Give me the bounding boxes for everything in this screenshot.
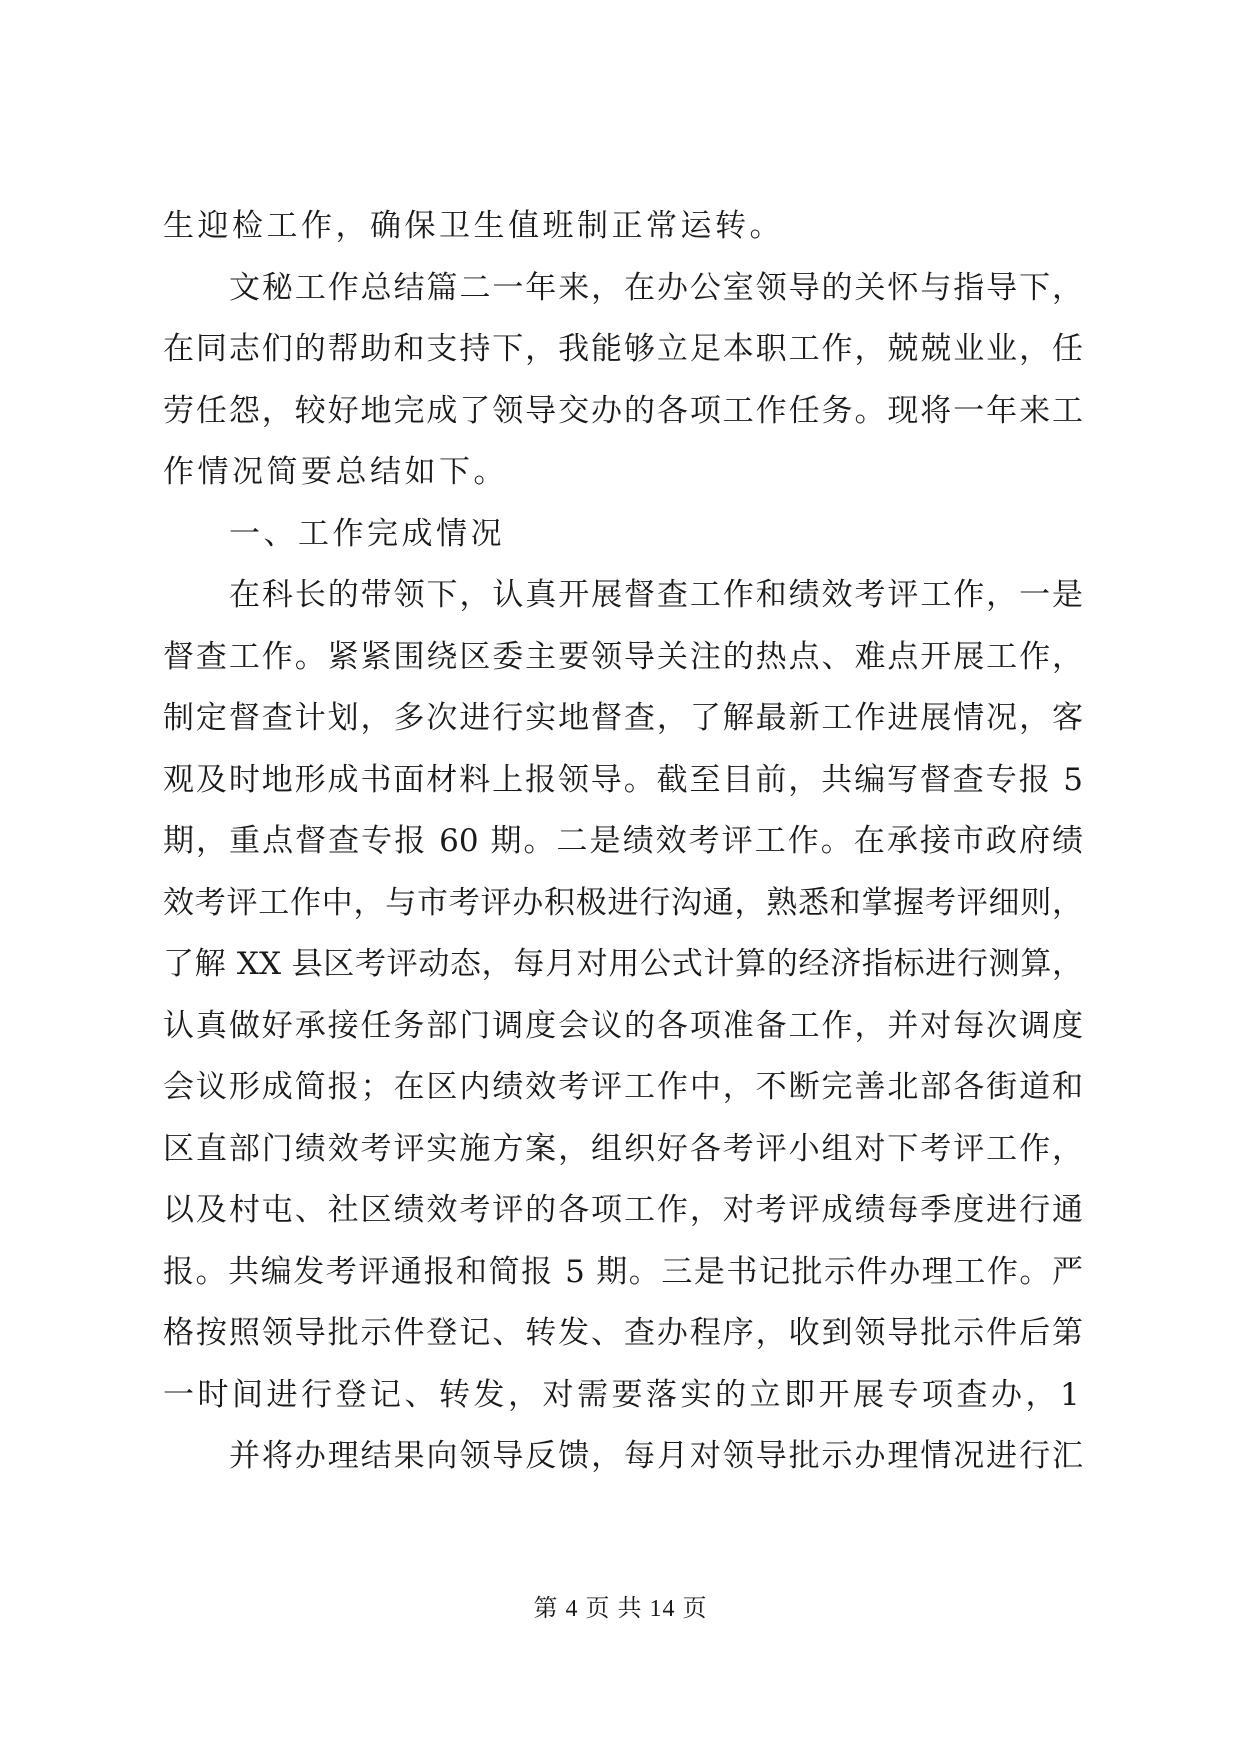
text-line: 一时间进行登记、转发，对需要落实的立即开展专项查办，1 [163, 1376, 1084, 1413]
text-line: 会议形成简报；在区内绩效考评工作中，不断完善北部各街道和 [163, 1069, 1083, 1105]
text-line: 以及村屯、社区绩效考评的各项工作，对考评成绩每季度进行通 [163, 1192, 1083, 1228]
text-line: 生迎检工作，确保卫生值班制正常运转。 [163, 208, 784, 244]
text-line: 督查工作。紧紧围绕区委主要领导关注的热点、难点开展工作， [163, 638, 1083, 675]
page-number-footer: 第 4 页 共 14 页 [533, 1596, 708, 1622]
section-heading: 一、工作完成情况 [229, 515, 505, 552]
text-line: 认真做好承接任务部门调度会议的各项准备工作，并对每次调度 [163, 1007, 1083, 1044]
text-line: 格按照领导批示件登记、转发、查办程序，收到领导批示件后第 [163, 1315, 1083, 1351]
text-line: 作情况简要总结如下。 [163, 454, 508, 490]
text-line: 报。共编发考评通报和简报 5 期。三是书记批示件办理工作。严 [163, 1253, 1083, 1290]
text-line: 文秘工作总结篇二一年来，在办公室领导的关怀与指导下， [229, 269, 1083, 306]
text-line: 并将办理结果向领导反馈，每月对领导批示办理情况进行汇 [229, 1438, 1083, 1474]
text-line: 观及时地形成书面材料上报领导。截至目前，共编写督查专报 5 [163, 761, 1083, 798]
text-line: 效考评工作中，与市考评办积极进行沟通，熟悉和掌握考评细则， [163, 884, 1083, 921]
text-line: 在科长的带领下，认真开展督查工作和绩效考评工作，一是 [229, 577, 1083, 613]
text-line: 区直部门绩效考评实施方案，组织好各考评小组对下考评工作， [163, 1130, 1083, 1167]
document-body [163, 196, 1083, 1488]
text-line: 制定督查计划，多次进行实地督查，了解最新工作进展情况，客 [163, 700, 1083, 736]
text-line: 了解 XX 县区考评动态，每月对用公式计算的经济指标进行测算， [163, 946, 1083, 982]
text-line: 在同志们的帮助和支持下，我能够立足本职工作，兢兢业业，任 [163, 331, 1083, 367]
text-line: 期，重点督查专报 60 期。二是绩效考评工作。在承接市政府绩 [163, 823, 1083, 859]
text-line: 劳任怨，较好地完成了领导交办的各项工作任务。现将一年来工 [163, 392, 1083, 429]
